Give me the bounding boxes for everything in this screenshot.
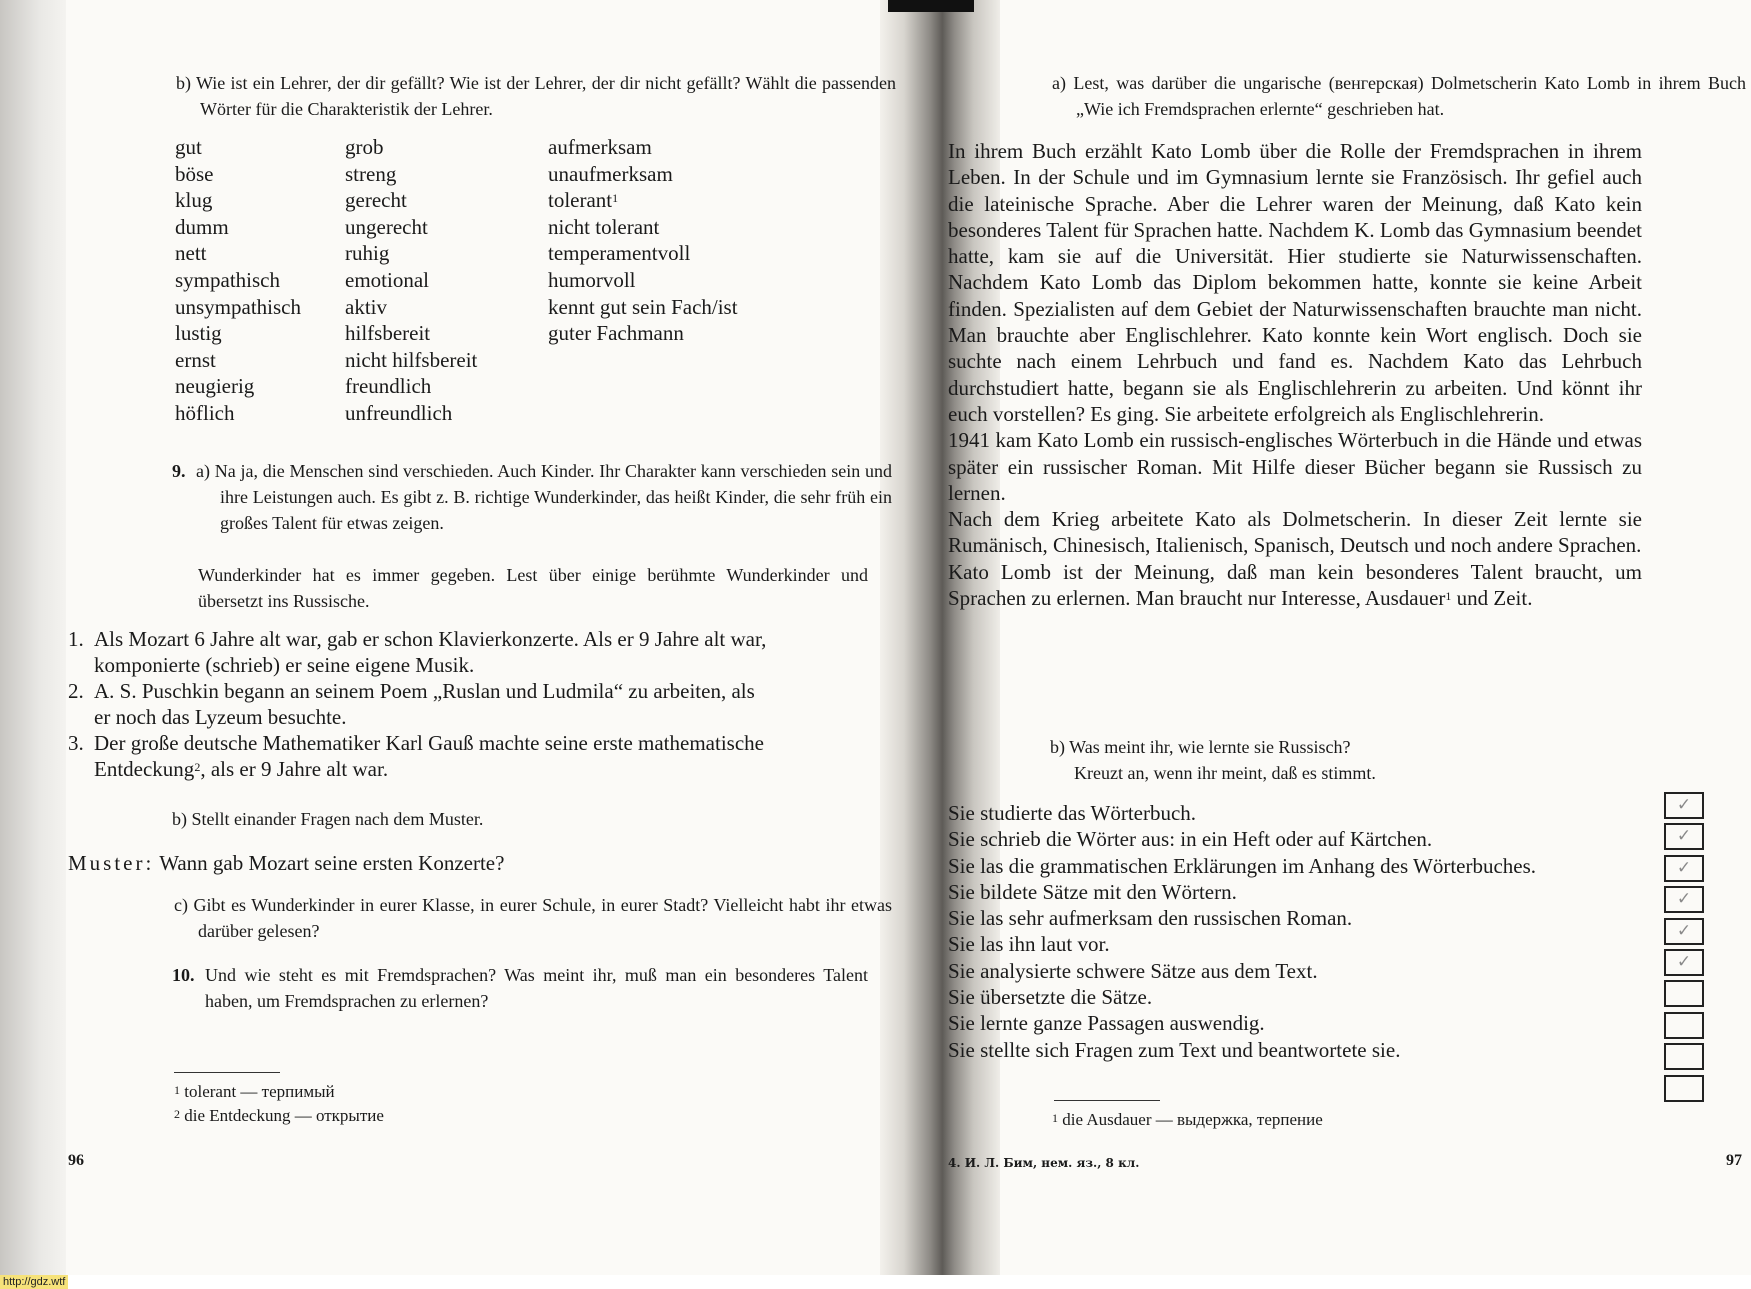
statement-checkbox[interactable]	[1664, 1043, 1704, 1070]
word: höflich	[175, 400, 235, 425]
statement: Sie lernte ganze Passagen auswendig.	[948, 1011, 1265, 1036]
gutter-top-edge	[888, 0, 974, 12]
word-column-3	[548, 134, 738, 347]
word: gut	[175, 135, 202, 159]
statement-checkbox[interactable]	[1664, 1012, 1704, 1039]
reading-text	[948, 138, 1642, 611]
statement: Sie bildete Sätze mit den Wörtern.	[948, 879, 1237, 904]
statement: Sie studierte das Wörterbuch.	[948, 801, 1197, 825]
statement-list	[948, 800, 1536, 1063]
word: böse	[175, 161, 214, 186]
wunderkinder-list	[68, 626, 768, 782]
task-9b-instruction: b) Stellt einander Fragen nach dem Muster.	[172, 809, 484, 829]
word: aktiv	[345, 294, 387, 319]
footnote-ref: 1	[612, 191, 619, 206]
statement: Sie übersetzte die Sätze.	[948, 985, 1153, 1010]
statement: Sie las die grammatischen Erklärungen im Anhang des Wörterbuches.	[948, 853, 1537, 878]
muster-label: Muster:	[68, 851, 155, 875]
item-number: 3.	[68, 731, 84, 755]
left-edge-shadow	[0, 0, 66, 1289]
word: grob	[345, 135, 384, 159]
word-column-1	[175, 134, 301, 427]
statement-checkbox[interactable]	[1664, 980, 1704, 1007]
footnote: $^1$ tolerant — терпимый	[174, 1082, 335, 1101]
word: lustig	[175, 321, 222, 346]
word: sympathisch	[175, 267, 280, 292]
word: nicht tolerant	[548, 214, 660, 239]
statement: Sie las sehr aufmerksam den russischen Roman.	[948, 906, 1353, 931]
word: ungerecht	[345, 214, 428, 239]
paragraph: In ihrem Buch erzählt Kato Lomb über die Rolle der Fremdsprachen in ihrem Leben. In der Schule und im Gymnasium lernte sie Französisch. Ihr gefiel auch die lateinische Sprache. Aber die Lehrer waren der Meinung, daß Kato kein besonderes Talent für Sprachen hatte. Nachdem K. Lomb das Gymnasium beendet hatte, kam sie auf die Universität. Hier studierte sie Naturwissenschaften. Nachdem Kato Lomb das Diplom bekommen hatte, konnte sie keine Arbeit finden. Spezialisten auf dem Gebiet der Naturwissenschaften brauchte man nicht. Man brauchte aber Englischlehrer. Kato konnte kein Wort englisch. Doch sie suchte nach einem Lehrbuch und fand es. Nachdem Kato das Lehrbuch durchstudiert hatte, begann sie als Englischlehrerin zu arbeiten. Und könnt ihr euch vorstellen? Es ging. Sie arbeitete erfolgreich als Englischlehrerin.	[948, 139, 1642, 426]
paragraph: Nach dem Krieg arbeitete Kato als Dolmetscherin. In dieser Zeit lernte sie Rumänisch, Chinesisch, Italienisch, Spanisch, Deutsch und noch andere Sprachen.	[948, 507, 1642, 558]
word: humorvoll	[548, 267, 636, 292]
item-text: Der große deutsche Mathematiker Karl Gauß machte seine erste mathematische Entdeckung$^2$, als er 9 Jahre alt war.	[94, 731, 764, 781]
item-text: A. S. Puschkin begann an seinem Poem „Ruslan und Ludmila“ zu arbeiten, als er noch das Lyzeum besuchte.	[94, 679, 755, 729]
word: dumm	[175, 214, 229, 239]
word: klug	[175, 188, 213, 213]
task-b-instruction	[1050, 734, 1376, 786]
task-9a-text: a) Na ja, die Menschen sind verschieden. Auch Kinder. Ihr Charakter kann verschieden sein und ihre Leistungen auch. Es gibt z. B. richtige Wunderkinder, das heißt Kinder, die sehr früh ein großes Talent für etwas zeigen.	[196, 461, 892, 533]
item-number: 1.	[68, 627, 84, 651]
word: gerecht	[345, 188, 407, 213]
statement-checkbox[interactable]: ✓	[1664, 918, 1704, 945]
word: guter Fachmann	[548, 321, 684, 346]
list-item	[68, 730, 768, 782]
word: freundlich	[345, 374, 432, 399]
task-10-text: Und wie steht es mit Fremdsprachen? Was meint ihr, muß man ein besonderes Talent haben, um Fremdsprachen zu erlernen?	[205, 965, 868, 1011]
word: emotional	[345, 267, 429, 292]
task-9c-text: c) Gibt es Wunderkinder in eurer Klasse, in eurer Schule, in eurer Stadt? Vielleicht habt ihr etwas darüber gelesen?	[174, 895, 892, 941]
muster-text: Wann gab Mozart seine ersten Konzerte?	[159, 851, 505, 875]
word: streng	[345, 161, 397, 186]
task-b-line-1: b) Was meint ihr, wie lernte sie Russisch?	[1050, 737, 1351, 757]
word: ruhig	[345, 241, 390, 266]
list-item	[68, 678, 768, 730]
statement-checkbox[interactable]: ✓	[1664, 949, 1704, 976]
list-item	[68, 626, 768, 678]
footnote: $^2$ die Entdeckung — открытие	[174, 1106, 384, 1125]
word: nicht hilfsbereit	[345, 347, 478, 372]
task-a-instruction: a) Lest, was darüber die ungarische (венгерская) Dolmetscherin Kato Lomb in ihrem Buch „Wie ich Fremdsprachen erlernte“ geschrieben hat.	[1052, 73, 1746, 119]
bottom-strip	[0, 1275, 1751, 1289]
word: tolerant$^1$	[548, 188, 619, 213]
footnote-ref: 1	[1445, 589, 1452, 604]
page-number-right: 97	[1726, 1152, 1742, 1169]
word: aufmerksam	[548, 135, 652, 159]
checkbox-column	[1664, 792, 1704, 1106]
item-text: Als Mozart 6 Jahre alt war, gab er schon Klavierkonzerte. Als er 9 Jahre alt war, komponierte (schrieb) er seine eigene Musik.	[94, 627, 767, 677]
statement-checkbox[interactable]: ✓	[1664, 792, 1704, 819]
footnote-divider	[174, 1072, 280, 1073]
statement-checkbox[interactable]: ✓	[1664, 886, 1704, 913]
word: unfreundlich	[345, 400, 453, 425]
word: hilfsbereit	[345, 321, 431, 346]
word: ernst	[175, 347, 216, 372]
task-8b-instruction: b) Wie ist ein Lehrer, der dir gefällt? Wie ist der Lehrer, der dir nicht gefällt? Wählt die passenden Wörter für die Charakteristik der Lehrer.	[176, 73, 896, 119]
word: unaufmerksam	[548, 161, 673, 186]
statement: Sie las ihn laut vor.	[948, 932, 1110, 957]
statement-checkbox[interactable]: ✓	[1664, 823, 1704, 850]
footnote-right: $^1$ die Ausdauer — выдержка, терпение	[1052, 1110, 1323, 1129]
task-b-line-2: Kreuzt an, wenn ihr meint, daß es stimmt.	[1074, 763, 1376, 783]
word: nett	[175, 241, 207, 266]
statement-checkbox[interactable]	[1664, 1075, 1704, 1102]
word-column-2	[345, 134, 477, 427]
page-number-left: 96	[68, 1152, 84, 1169]
footnote-divider	[1054, 1100, 1160, 1101]
word: kennt gut sein Fach/ist	[548, 294, 738, 319]
muster-example	[68, 850, 504, 876]
footnotes-left	[174, 1080, 384, 1128]
word: neugierig	[175, 374, 255, 399]
footnote-ref: 2	[194, 760, 201, 774]
statement: Sie analysierte schwere Sätze aus dem Text.	[948, 958, 1318, 983]
task-9-number: 9.	[172, 461, 186, 481]
watermark-link[interactable]: http://gdz.wtf	[0, 1275, 68, 1289]
book-footer: 4. И. Л. Бим, нем. яз., 8 кл.	[948, 1156, 1140, 1170]
item-number: 2.	[68, 679, 84, 703]
task-9a-text-2: Wunderkinder hat es immer gegeben. Lest über einige berühmte Wunderkinder und übersetzt ins Russische.	[198, 565, 868, 611]
paragraph: Kato Lomb ist der Meinung, daß man kein besonderes Talent braucht, um Sprachen zu erlernen. Man braucht nur Interesse, Ausdauer$^1$ und Zeit.	[948, 559, 1642, 611]
paragraph: 1941 kam Kato Lomb ein russisch-englisches Wörterbuch in die Hände und etwas später ein russischer Roman. Mit Hilfe dieser Bücher begann sie Russisch zu lernen.	[948, 428, 1642, 505]
statement-checkbox[interactable]: ✓	[1664, 855, 1704, 882]
statement: Sie stellte sich Fragen zum Text und beantwortete sie.	[948, 1037, 1401, 1062]
word: temperamentvoll	[548, 241, 691, 266]
task-10-number: 10.	[172, 965, 195, 985]
statement: Sie schrieb die Wörter aus: in ein Heft oder auf Kärtchen.	[948, 827, 1433, 852]
word: unsympathisch	[175, 294, 301, 319]
